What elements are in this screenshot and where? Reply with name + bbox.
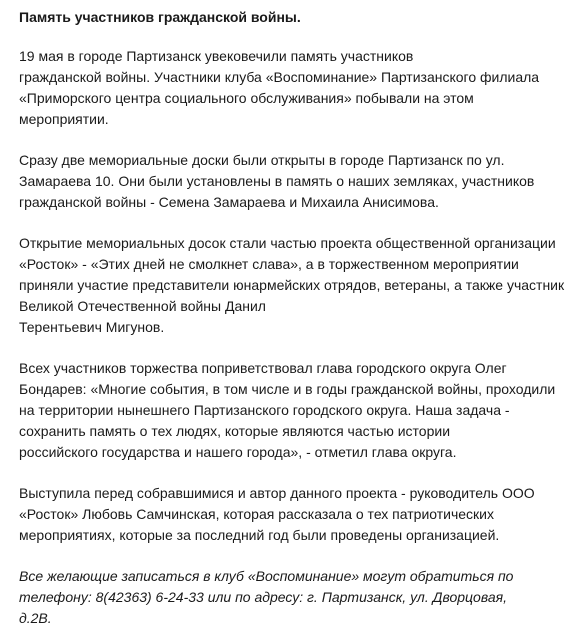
paragraph-line: гражданской войны - Семена Замараева и Михаила Анисимова. [19, 194, 439, 210]
paragraph-line: Великой Отечественной войны Данил [19, 298, 266, 314]
paragraph-line: Выступила перед собравшимися и автор данного проекта - руководитель ООО [19, 485, 535, 501]
paragraph-line: Бондарев: «Многие события, в том числе и в годы гражданской войны, проходили [19, 381, 556, 397]
article-title: Память участников гражданской войны. [19, 9, 301, 25]
contact-note [19, 566, 568, 629]
note-line: Все желающие записаться в клуб «Воспоминание» могут обратиться по [19, 568, 514, 584]
paragraph-line: Терентьевич Мигунов. [19, 319, 165, 335]
paragraph-line: приняли участие представители юнармейских отрядов, ветераны, а также участник [19, 277, 565, 293]
paragraph-5 [19, 483, 568, 546]
paragraph-2 [19, 150, 568, 213]
paragraph-line: российского государства и нашего города», - отметил глава округа. [19, 444, 457, 460]
paragraph-line: «Росток» - «Этих дней не смолкнет слава», а в торжественном мероприятии [19, 256, 519, 272]
paragraph-line: на территории нынешнего Партизанского городского округа. Наша задача - [19, 402, 510, 418]
paragraph-line: «Росток» Любовь Самчинская, которая рассказала о тех патриотических [19, 506, 494, 522]
paragraph-1 [19, 46, 568, 130]
paragraph-line: мероприятиях, которые за последний год были проведены организацией. [19, 527, 500, 543]
paragraph-4 [19, 358, 568, 463]
paragraph-line: 19 мая в городе Партизанск увековечили память участников [19, 48, 414, 64]
paragraph-line: «Приморского центра социального обслуживания» побывали на этом [19, 90, 474, 106]
paragraph-line: гражданской войны. Участники клуба «Воспоминание» Партизанского филиала [19, 69, 540, 85]
paragraph-line: Замараева 10. Они были установлены в память о наших земляках, участников [19, 173, 535, 189]
note-line: д.2В. [19, 610, 52, 626]
paragraph-line: Открытие мемориальных досок стали частью проекта общественной организации [19, 235, 556, 251]
paragraph-line: Всех участников торжества поприветствовал глава городского округа Олег [19, 360, 507, 376]
note-line: телефону: 8(42363) 6-24-33 или по адресу: г. Партизанск, ул. Дворцовая, [19, 589, 507, 605]
paragraph-line: мероприятии. [19, 111, 109, 127]
paragraph-line: сохранить память о тех людях, которые являются частью истории [19, 423, 451, 439]
paragraph-line: Сразу две мемориальные доски были открыты в городе Партизанск по ул. [19, 152, 505, 168]
paragraph-3 [19, 233, 568, 338]
